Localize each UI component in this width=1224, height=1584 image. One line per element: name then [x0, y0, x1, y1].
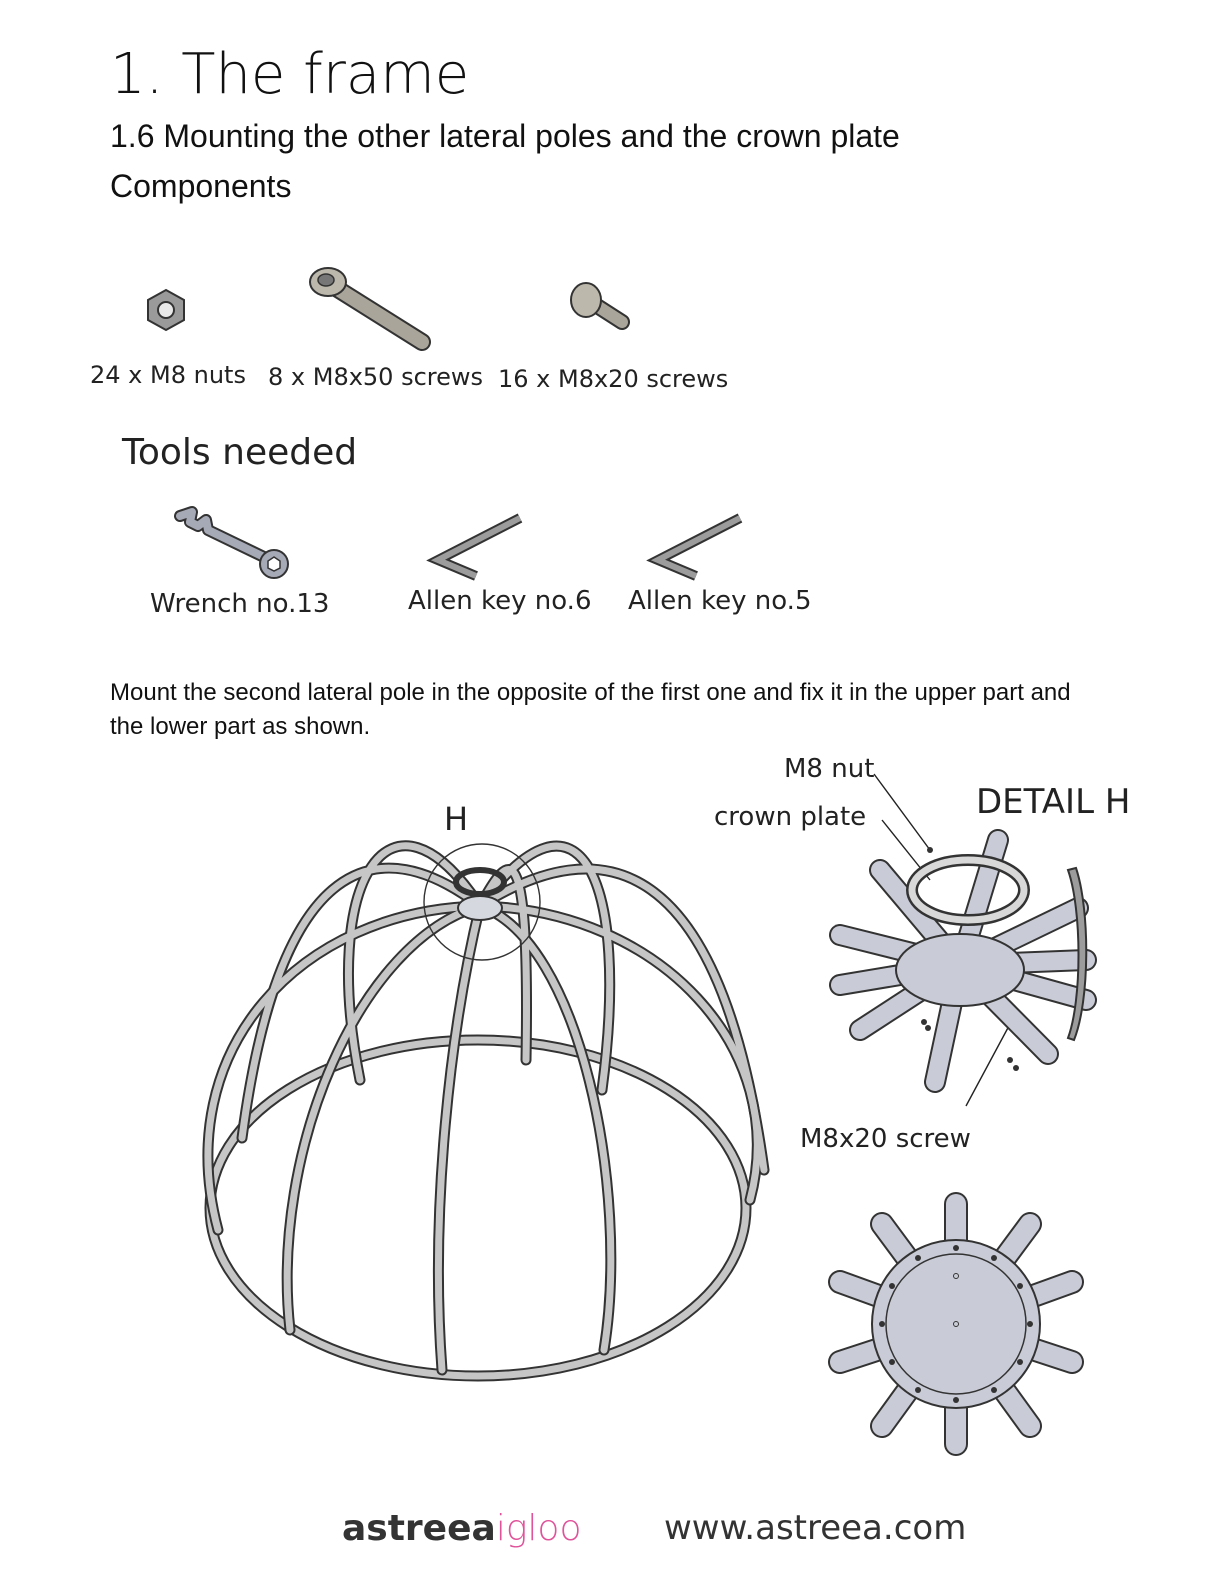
component-label-short-screws: 16 x M8x20 screws — [498, 365, 729, 393]
tool-label-allen-6: Allen key no.6 — [408, 586, 592, 616]
short-screw-icon — [568, 280, 632, 336]
wrench-icon — [170, 504, 296, 580]
callout-m8-nut: M8 nut — [784, 754, 875, 784]
section-subtitle: 1.6 Mounting the other lateral poles and the crown plate — [110, 118, 900, 154]
tool-label-wrench: Wrench no.13 — [150, 589, 330, 619]
brand-sub: igloo — [495, 1508, 582, 1549]
page-title: 1. The frame — [110, 42, 470, 107]
long-screw-icon — [306, 264, 432, 354]
brand-logo — [342, 1508, 581, 1549]
igloo-frame-diagram — [160, 790, 800, 1390]
tool-label-allen-5: Allen key no.5 — [628, 586, 812, 616]
tools-heading: Tools needed — [122, 432, 358, 473]
detail-marker: H — [444, 800, 469, 838]
nut-icon — [144, 288, 188, 332]
crown-plate-top-view — [830, 1196, 1082, 1452]
website-link[interactable]: www.astreea.com — [664, 1508, 967, 1548]
detail-title: DETAIL H — [976, 782, 1131, 822]
brand-name: astreea — [342, 1508, 496, 1549]
component-label-nuts: 24 x M8 nuts — [90, 361, 246, 389]
callout-crown-plate: crown plate — [714, 802, 867, 832]
detail-h-exploded — [820, 760, 1110, 1100]
instruction-text: Mount the second lateral pole in the opposite of the first one and fix it in the upper part and the lower part as shown. — [110, 679, 1071, 740]
callout-m8x20-screw: M8x20 screw — [800, 1124, 971, 1154]
allen-key-icon — [428, 512, 528, 584]
component-label-long-screws: 8 x M8x50 screws — [268, 363, 484, 391]
components-heading: Components — [110, 168, 292, 204]
allen-key-icon — [648, 512, 748, 584]
